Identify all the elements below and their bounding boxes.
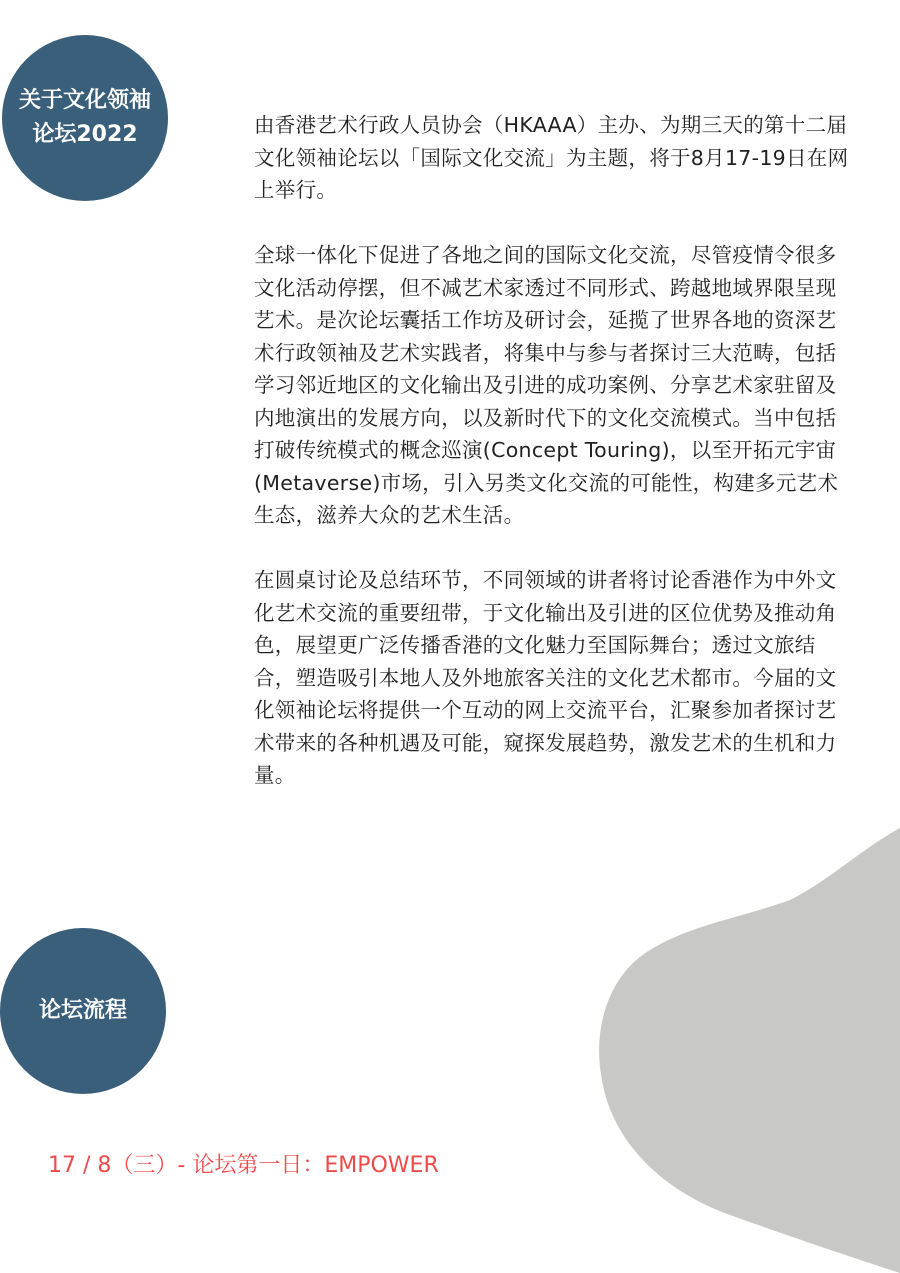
forum-schedule-heading: 论坛流程 (38, 998, 127, 1023)
forum-introduction (254, 109, 854, 824)
schedule-day-one: 17 / 8（三）- 论坛第一日：EMPOWER (48, 1153, 439, 1178)
about-forum-heading: 关于文化领袖论坛2022 (18, 88, 151, 147)
intro-paragraph: 由香港艺术行政人员协会（HKAAA）主办、为期三天的第十二届文化领袖论坛以「国际文化交流」为主题，将于8月17-19日在网上举行。 (254, 113, 849, 202)
intro-paragraph: 全球一体化下促进了各地之间的国际文化交流，尽管疫情令很多文化活动停摆，但不减艺术家透过不同形式、跨越地域界限呈现艺术。是次论坛囊括工作坊及研讨会，延揽了世界各地的资深艺术行政领袖及艺术实践者，将集中与参与者探讨三大范畴，包括学习邻近地区的文化输出及引进的成功案例、分享艺术家驻留及内地演出的发展方向，以及新时代下的文化交流模式。当中包括打破传统模式的概念巡演(Concept Touring)，以至开拓元宇宙(Metaverse)市场，引入另类文化交流的可能性，构建多元艺术生态，滋养大众的艺术生活。 (254, 243, 839, 527)
about-forum-heading-circle (2, 35, 168, 201)
intro-paragraph: 在圆桌讨论及总结环节，不同领域的讲者将讨论香港作为中外文化艺术交流的重要纽带，于文化输出及引进的区位优势及推动角色，展望更广泛传播香港的文化魅力至国际舞台；透过文旅结合，塑造吸引本地人及外地旅客关注的文化艺术都市。今届的文化领袖论坛将提供一个互动的网上交流平台，汇聚参加者探讨艺术带来的各种机遇及可能，窥探发展趋势，激发艺术的生机和力量。 (254, 568, 837, 787)
forum-schedule-heading-circle (0, 928, 166, 1094)
